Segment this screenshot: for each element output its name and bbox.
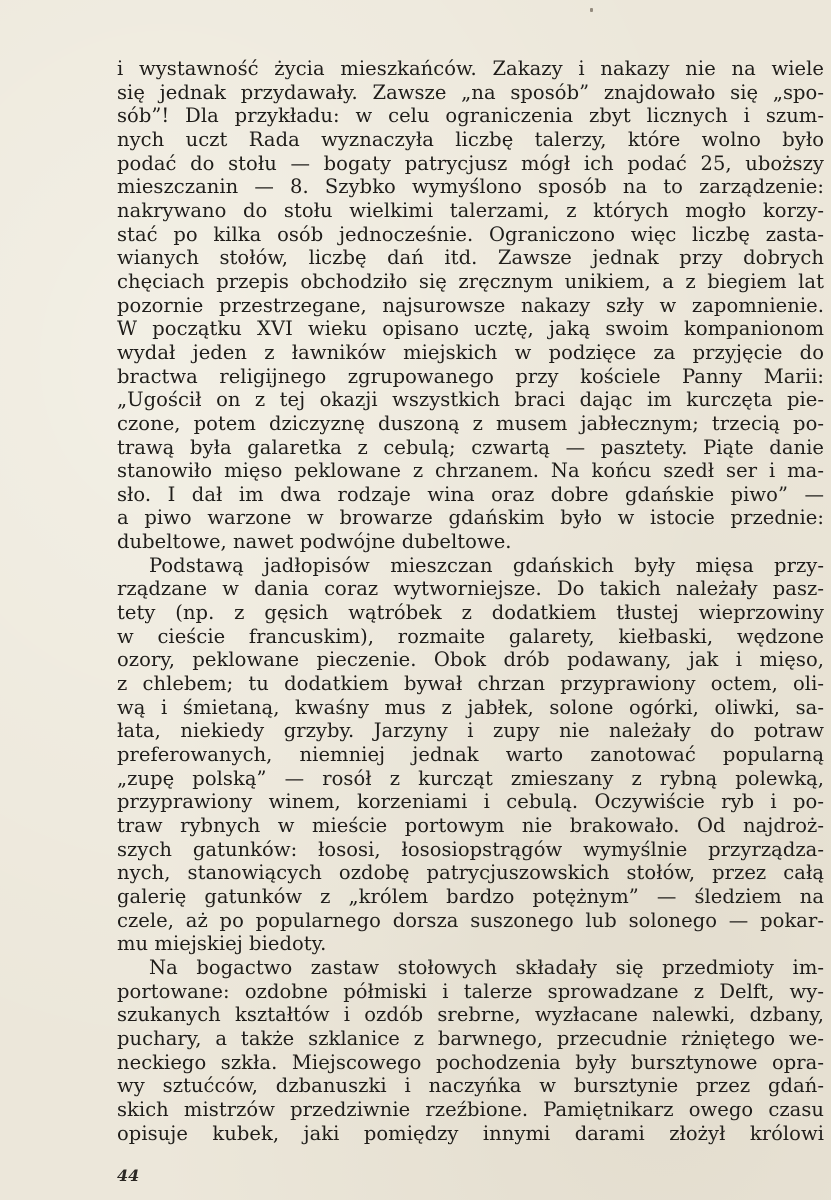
- text-line: stać po kilka osób jednocześnie. Ograniczono więc liczbę zasta-: [117, 222, 824, 246]
- text-line: Podstawą jadłopisów mieszczan gdańskich były mięsa przy-: [149, 553, 824, 577]
- text-line: traw rybnych w mieście portowym nie brakowało. Od najdroż-: [117, 814, 824, 837]
- body-text: [117, 57, 824, 1145]
- paragraph-3: [117, 956, 824, 1145]
- text-line: a piwo warzone w browarze gdańskim było w istocie przednie:: [117, 506, 824, 530]
- text-line: chęciach przepis obchodziło się zręcznym unikiem, a z biegiem lat: [117, 269, 824, 293]
- text-line: galerię gatunków z „królem bardzo potężnym” — śledziem na: [117, 884, 824, 908]
- text-line: wianych stołów, liczbę dań itd. Zawsze jednak przy dobrych: [117, 246, 824, 270]
- text-line: preferowanych, niemniej jednak warto zanotować popularną: [117, 743, 824, 767]
- text-line: się jednak przydawały. Zawsze „na sposób” znajdowało się „spo-: [117, 80, 824, 104]
- text-line: szukanych kształtów i ozdób srebrne, wyzłacane nalewki, dzbany,: [117, 1003, 824, 1027]
- text-line: dubeltowe, nawet podwójne dubeltowe.: [117, 530, 512, 554]
- text-line: portowane: ozdobne półmiski i talerze sprowadzane z Delft, wy-: [117, 979, 824, 1003]
- text-line: skich mistrzów przedziwnie rzeźbione. Pamiętnikarz owego czasu: [117, 1097, 824, 1121]
- text-line: puchary, a także szklanice z barwnego, przecudnie rżniętego we-: [117, 1026, 824, 1050]
- text-line: nakrywano do stołu wielkimi talerzami, z których mogło korzy-: [117, 198, 824, 222]
- text-line: bractwa religijnego zgrupowanego przy kościele Panny Marii:: [117, 364, 824, 388]
- text-line: mu miejskiej biedoty.: [117, 932, 327, 956]
- text-line: stanowiło mięso peklowane z chrzanem. Na końcu szedł ser i ma-: [117, 459, 824, 483]
- text-line: nych, stanowiących ozdobę patrycjuszowskich stołów, przez całą: [117, 861, 824, 885]
- text-line: i wystawność życia mieszkańców. Zakazy i nakazy nie na wiele: [117, 57, 824, 80]
- text-line: przyprawiony winem, korzeniami i cebulą. Oczywiście ryb i po-: [117, 790, 824, 814]
- text-line: szych gatunków: łososi, łososiopstrągów wymyślnie przyrządza-: [117, 837, 824, 861]
- ink-speck: [590, 8, 593, 12]
- text-line: mieszczanin — 8. Szybko wymyślono sposób na to zarządzenie:: [117, 175, 824, 199]
- text-line: „zupę polską” — rosół z kurcząt zmieszany z rybną polewką,: [117, 766, 824, 790]
- paragraph-1: [117, 57, 824, 554]
- text-line: podać do stołu — bogaty patrycjusz mógł ich podać 25, uboższy: [117, 151, 824, 175]
- text-line: rządzane w dania coraz wytworniejsze. Do takich należały pasz-: [117, 577, 824, 601]
- text-line: W początku XVI wieku opisano ucztę, jaką swoim kompanionom: [117, 317, 824, 341]
- text-line: sło. I dał im dwa rodzaje wina oraz dobre gdańskie piwo” —: [117, 482, 824, 506]
- text-line: trawą była galaretka z cebulą; czwartą — pasztety. Piąte danie: [117, 435, 824, 459]
- text-line: wą i śmietaną, kwaśny mus z jabłek, solone ogórki, oliwki, sa-: [117, 695, 824, 719]
- text-line: opisuje kubek, jaki pomiędzy innymi darami złożył królowi: [117, 1121, 824, 1145]
- text-line: neckiego szkła. Miejscowego pochodzenia były bursztynowe opra-: [117, 1050, 824, 1074]
- text-line: pozornie przestrzegane, najsurowsze nakazy szły w zapomnienie.: [117, 293, 824, 317]
- text-line: tety (np. z gęsich wątróbek z dodatkiem tłustej wieprzowiny: [117, 601, 824, 625]
- text-line: wy sztućców, dzbanuszki i naczyńka w bursztynie przez gdań-: [117, 1074, 824, 1098]
- text-line: wydał jeden z ławników miejskich w podzięce za przyjęcie do: [117, 340, 824, 364]
- text-line: Na bogactwo zastaw stołowych składały się przedmioty im-: [149, 955, 824, 979]
- text-line: nych uczt Rada wyznaczyła liczbę talerzy, które wolno było: [117, 127, 824, 151]
- text-line: w cieście francuskim), rozmaite galarety, kiełbaski, wędzone: [117, 624, 824, 648]
- text-line: czele, aż po popularnego dorsza suszonego lub solonego — pokar-: [117, 908, 824, 932]
- text-line: „Ugościł on z tej okazji wszystkich braci dając im kurczęta pie-: [117, 388, 824, 412]
- text-line: ozory, peklowane pieczenie. Obok drób podawany, jak i mięso,: [117, 648, 824, 672]
- text-line: z chlebem; tu dodatkiem bywał chrzan przyprawiony octem, oli-: [117, 672, 824, 696]
- text-line: czone, potem dziczyznę duszoną z musem jabłecznym; trzecią po-: [117, 411, 824, 435]
- text-line: sób”! Dla przykładu: w celu ograniczenia zbyt licznych i szum-: [117, 104, 824, 128]
- text-line: łata, niekiedy grzyby. Jarzyny i zupy nie należały do potraw: [117, 719, 824, 743]
- page-number: 44: [117, 1166, 140, 1185]
- paragraph-2: [117, 554, 824, 956]
